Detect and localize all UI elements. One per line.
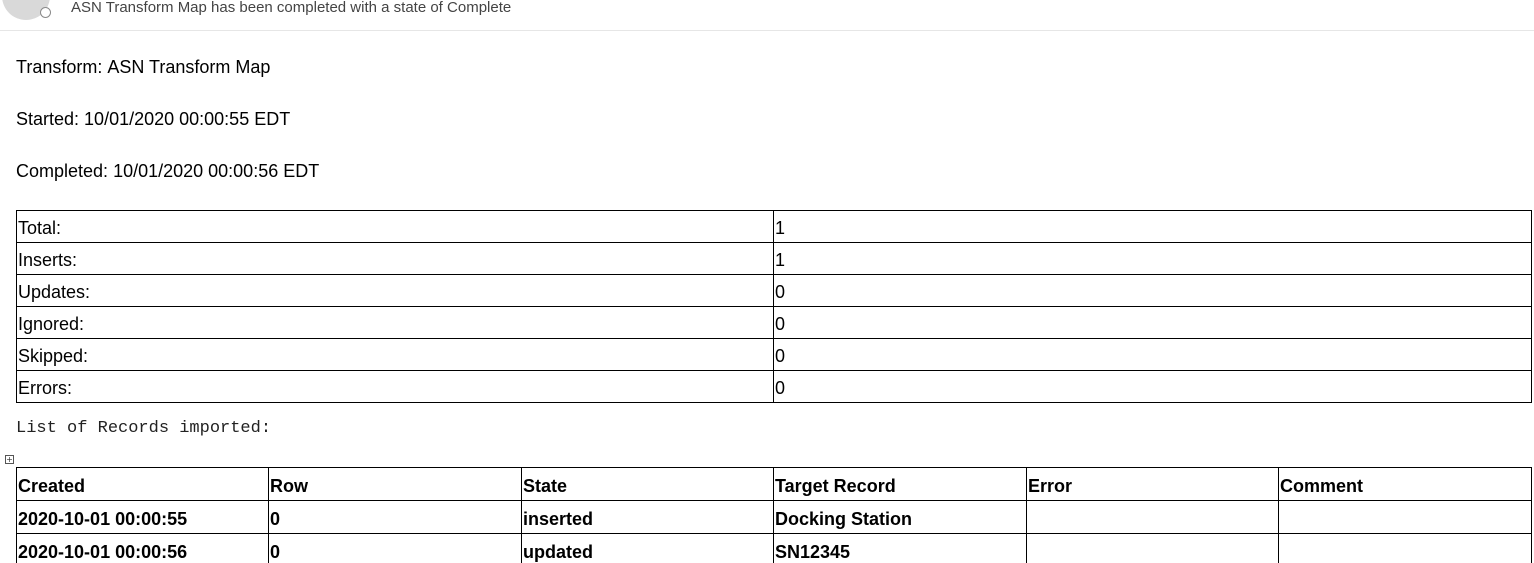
cell-error [1027,534,1279,563]
stat-value: 1 [774,243,1532,275]
completed-line [16,160,319,182]
table-row [17,243,1532,275]
table-row [17,339,1532,371]
cell-error [1027,501,1279,534]
cell-target-record: Docking Station [774,501,1027,534]
stat-value: 1 [774,211,1532,243]
table-row [17,371,1532,403]
column-header-state: State [522,468,774,501]
email-subject: ASN Transform Map has been completed with a state of Complete [71,0,512,16]
cell-row: 0 [269,534,522,563]
table-move-handle-icon[interactable]: + [6,455,13,464]
column-header-comment: Comment [1279,468,1532,501]
email-header [0,0,1534,31]
table-row [17,211,1532,243]
started-line [16,108,290,130]
transform-label: Transform: [16,57,103,77]
cell-state: updated [522,534,774,563]
transform-line [16,56,270,78]
stat-value: 0 [774,339,1532,371]
stat-label: Skipped: [17,339,774,371]
stat-label: Errors: [17,371,774,403]
records-heading: List of Records imported: [16,419,272,438]
stat-value: 0 [774,371,1532,403]
table-header-row [17,468,1532,501]
stat-value: 0 [774,275,1532,307]
presence-status-icon [40,7,51,18]
records-table [16,467,1532,563]
cell-target-record: SN12345 [774,534,1027,563]
completed-label: Completed: [16,161,109,181]
cell-state: inserted [522,501,774,534]
cell-row: 0 [269,501,522,534]
stats-table [16,210,1532,403]
cell-created: 2020-10-01 00:00:56 [17,534,269,563]
table-row [17,501,1532,534]
table-row [17,275,1532,307]
stat-value: 0 [774,307,1532,339]
column-header-target-record: Target Record [774,468,1027,501]
column-header-row: Row [269,468,522,501]
table-row [17,307,1532,339]
started-label: Started: [16,109,80,129]
completed-value: 10/01/2020 00:00:56 EDT [113,161,320,181]
transform-value: ASN Transform Map [107,57,271,77]
stat-label: Updates: [17,275,774,307]
stat-label: Ignored: [17,307,774,339]
column-header-created: Created [17,468,269,501]
cell-created: 2020-10-01 00:00:55 [17,501,269,534]
cell-comment [1279,534,1532,563]
stat-label: Inserts: [17,243,774,275]
started-value: 10/01/2020 00:00:55 EDT [84,109,291,129]
cell-comment [1279,501,1532,534]
table-row [17,534,1532,563]
stat-label: Total: [17,211,774,243]
column-header-error: Error [1027,468,1279,501]
